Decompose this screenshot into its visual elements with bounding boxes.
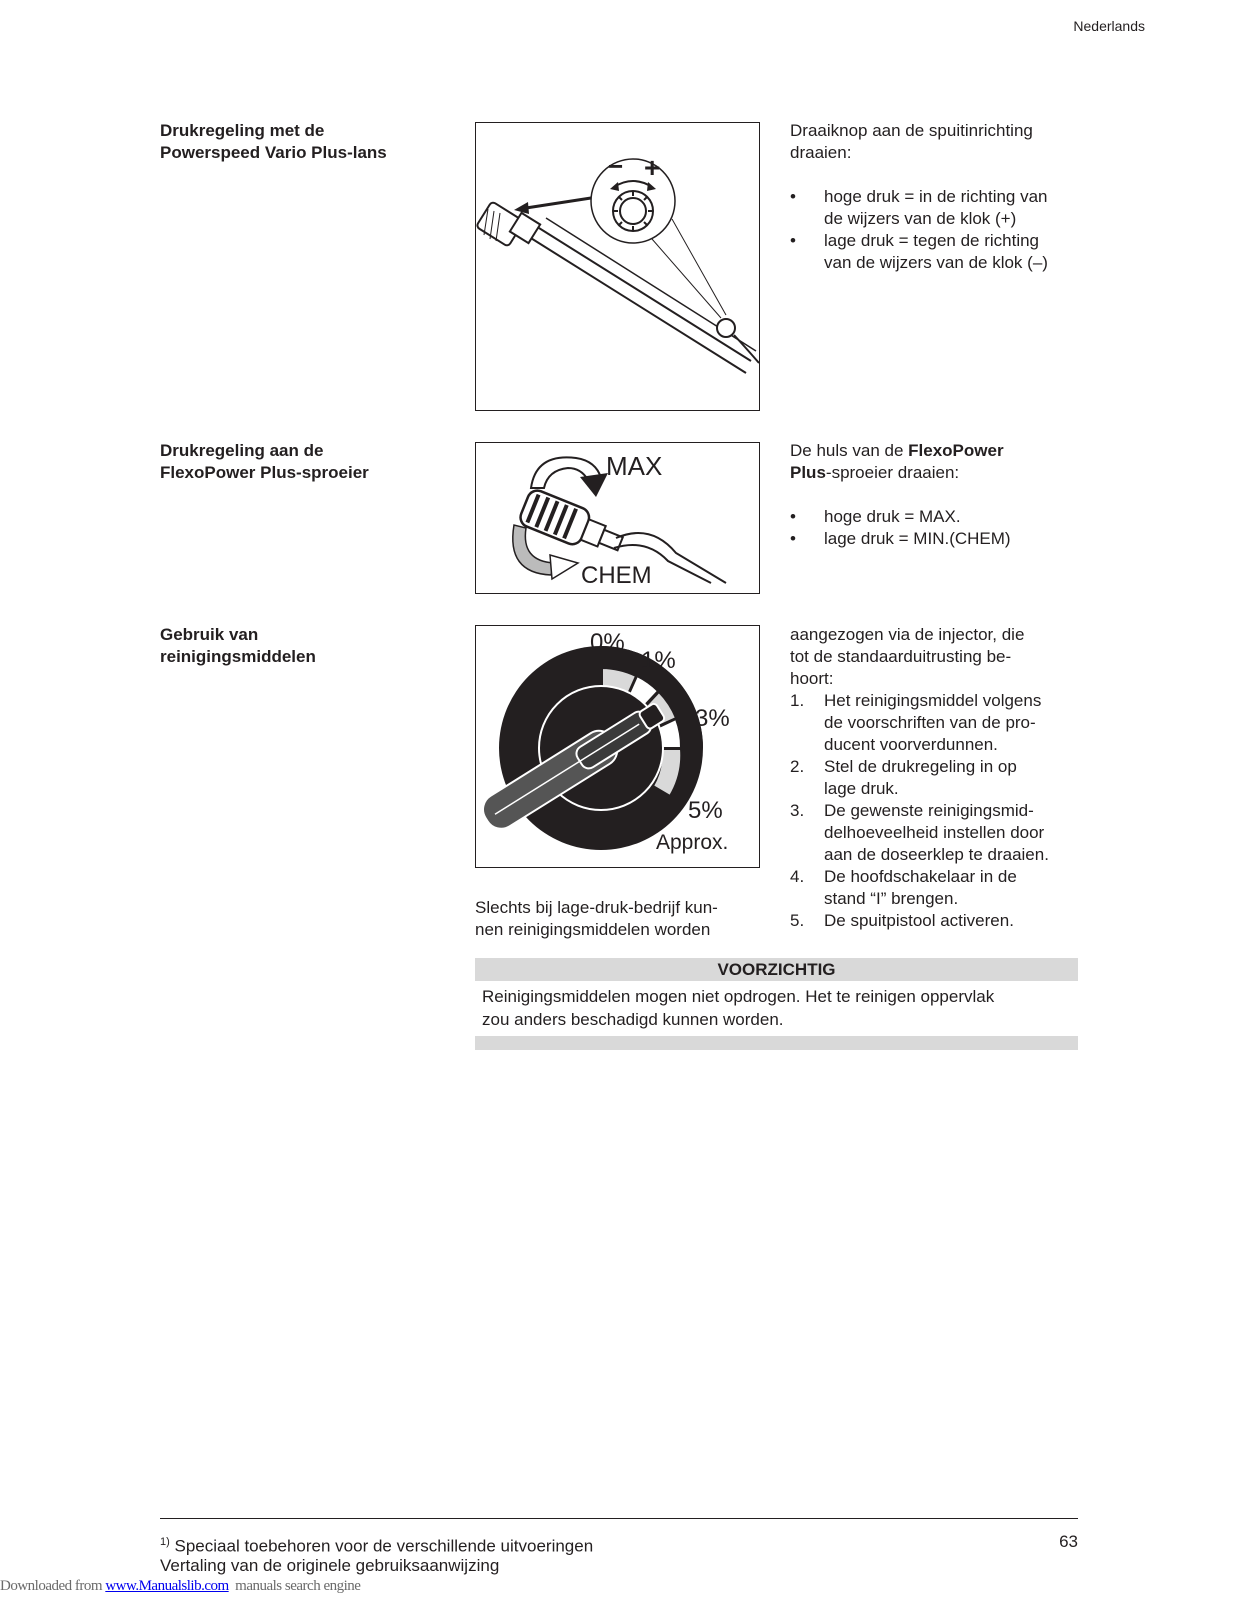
step-number: 3. bbox=[790, 801, 805, 820]
dial-label-0: 0% bbox=[590, 629, 625, 656]
intro-line: draaien: bbox=[790, 143, 852, 162]
bullet: • bbox=[790, 231, 796, 250]
steps-list bbox=[790, 690, 1090, 932]
step-line: Stel de drukregeling in op bbox=[824, 757, 1017, 776]
translation-note: Vertaling van de originele gebruiksaanwijzing bbox=[160, 1556, 500, 1575]
step-item bbox=[790, 910, 1090, 932]
item-text: lage druk = MIN.(CHEM) bbox=[824, 529, 1011, 548]
text-line: tot de standaarduitrusting be- bbox=[790, 647, 1012, 666]
pressure-list bbox=[790, 186, 1090, 274]
vario-instructions bbox=[790, 120, 1090, 274]
sleeve-icon bbox=[518, 488, 628, 562]
step-line: Het reinigingsmiddel volgens bbox=[824, 691, 1042, 710]
dial-label-3: 3% bbox=[695, 705, 730, 732]
intro-line bbox=[790, 440, 1090, 462]
item-text: hoge druk = MAX. bbox=[824, 507, 961, 526]
text-line: aangezogen via de injector, die bbox=[790, 625, 1025, 644]
dial-label-5: 5% bbox=[688, 797, 723, 824]
caption-line: Slechts bij lage-druk-bedrijf kun- bbox=[475, 898, 718, 917]
step-line: delhoeveelheid instellen door bbox=[824, 823, 1045, 842]
step-number: 2. bbox=[790, 757, 805, 776]
pressure-list bbox=[790, 506, 1090, 550]
title-line: Powerspeed Vario Plus-lans bbox=[160, 143, 387, 162]
step-number: 1. bbox=[790, 691, 805, 710]
step-line: ducent voorverdunnen. bbox=[824, 735, 998, 754]
caution-bottom-bar bbox=[475, 1036, 1078, 1050]
item-line: lage druk = tegen de richting bbox=[824, 231, 1040, 250]
intro-line bbox=[790, 462, 1090, 484]
vario-lance-illustration bbox=[476, 123, 759, 410]
title-line: Drukregeling met de bbox=[160, 121, 325, 140]
intro-bold: FlexoPower bbox=[908, 441, 1004, 460]
intro-text: -sproeier draaien: bbox=[825, 463, 960, 482]
section-title-vario bbox=[160, 120, 440, 164]
caption-line: nen reinigingsmiddelen worden bbox=[475, 920, 711, 939]
caution-text bbox=[482, 985, 1072, 1031]
figure-flexo-nozzle bbox=[475, 442, 760, 594]
title-line: Gebruik van bbox=[160, 625, 259, 644]
figure-vario-lance bbox=[475, 122, 760, 411]
step-line: De spuitpistool activeren. bbox=[824, 911, 1014, 930]
list-item bbox=[790, 528, 1090, 550]
step-number: 5. bbox=[790, 911, 805, 930]
intro-bold: Plus bbox=[790, 463, 826, 482]
step-number: 4. bbox=[790, 867, 805, 886]
item-line: de wijzers van de klok (+) bbox=[824, 209, 1017, 228]
flexo-instructions bbox=[790, 440, 1090, 550]
step-line: De gewenste reinigingsmid- bbox=[824, 801, 1034, 820]
minus-sign: − bbox=[608, 151, 624, 181]
bullet: • bbox=[790, 187, 796, 206]
banner-suffix: manuals search engine bbox=[228, 1578, 361, 1594]
step-line: aan de doseerklep te draaien. bbox=[824, 845, 1049, 864]
plus-sign: + bbox=[644, 152, 661, 183]
list-item bbox=[790, 506, 1090, 528]
caution-heading: VOORZICHTIG bbox=[475, 958, 1078, 981]
item-line: van de wijzers van de klok (–) bbox=[824, 253, 1048, 272]
flexo-nozzle-illustration bbox=[476, 443, 759, 593]
page-language: Nederlands bbox=[1073, 18, 1145, 34]
lance-knob-icon bbox=[717, 319, 735, 337]
section-title-detergent bbox=[160, 624, 440, 668]
caution-line: zou anders beschadigd kunnen worden. bbox=[482, 1010, 784, 1029]
step-item bbox=[790, 690, 1090, 756]
title-line: Drukregeling aan de bbox=[160, 441, 324, 460]
intro-line: Draaiknop aan de spuitinrichting bbox=[790, 121, 1033, 140]
step-line: De hoofdschakelaar in de bbox=[824, 867, 1017, 886]
step-line: stand “I” brengen. bbox=[824, 889, 959, 908]
chem-label: CHEM bbox=[581, 562, 652, 589]
figure-dosing-dial bbox=[475, 625, 760, 868]
footer-divider bbox=[160, 1518, 1078, 1519]
text-line: hoort: bbox=[790, 669, 834, 688]
max-label: MAX bbox=[606, 451, 663, 481]
dial-caption bbox=[475, 897, 770, 941]
list-item bbox=[790, 186, 1090, 230]
title-line: FlexoPower Plus-sproeier bbox=[160, 463, 369, 482]
step-item bbox=[790, 866, 1090, 910]
list-item bbox=[790, 230, 1090, 274]
manualslib-link[interactable]: www.Manualslib.com bbox=[105, 1578, 229, 1594]
dial-label-1: 1% bbox=[641, 647, 676, 674]
banner-prefix: Downloaded from bbox=[0, 1578, 106, 1594]
intro-text: De huls van de bbox=[790, 441, 909, 460]
step-item bbox=[790, 800, 1090, 866]
footnote-mark: 1) bbox=[160, 1536, 170, 1548]
step-item bbox=[790, 756, 1090, 800]
footnote-text: Speciaal toebehoren voor de verschillende uitvoeringen bbox=[169, 1536, 594, 1556]
detergent-instructions bbox=[790, 624, 1090, 932]
section-title-flexo bbox=[160, 440, 440, 484]
item-line: hoge druk = in de richting van bbox=[824, 187, 1048, 206]
page-number: 63 bbox=[1059, 1532, 1078, 1551]
dosing-dial-illustration bbox=[476, 626, 759, 867]
download-banner bbox=[0, 1578, 360, 1595]
caution-line: Reinigingsmiddelen mogen niet opdrogen. Het te reinigen oppervlak bbox=[482, 987, 995, 1006]
step-line: de voorschriften van de pro- bbox=[824, 713, 1036, 732]
step-line: lage druk. bbox=[824, 779, 899, 798]
bullet: • bbox=[790, 529, 796, 548]
title-line: reinigingsmiddelen bbox=[160, 647, 316, 666]
bullet: • bbox=[790, 507, 796, 526]
dial-label-approx: Approx. bbox=[656, 831, 729, 854]
